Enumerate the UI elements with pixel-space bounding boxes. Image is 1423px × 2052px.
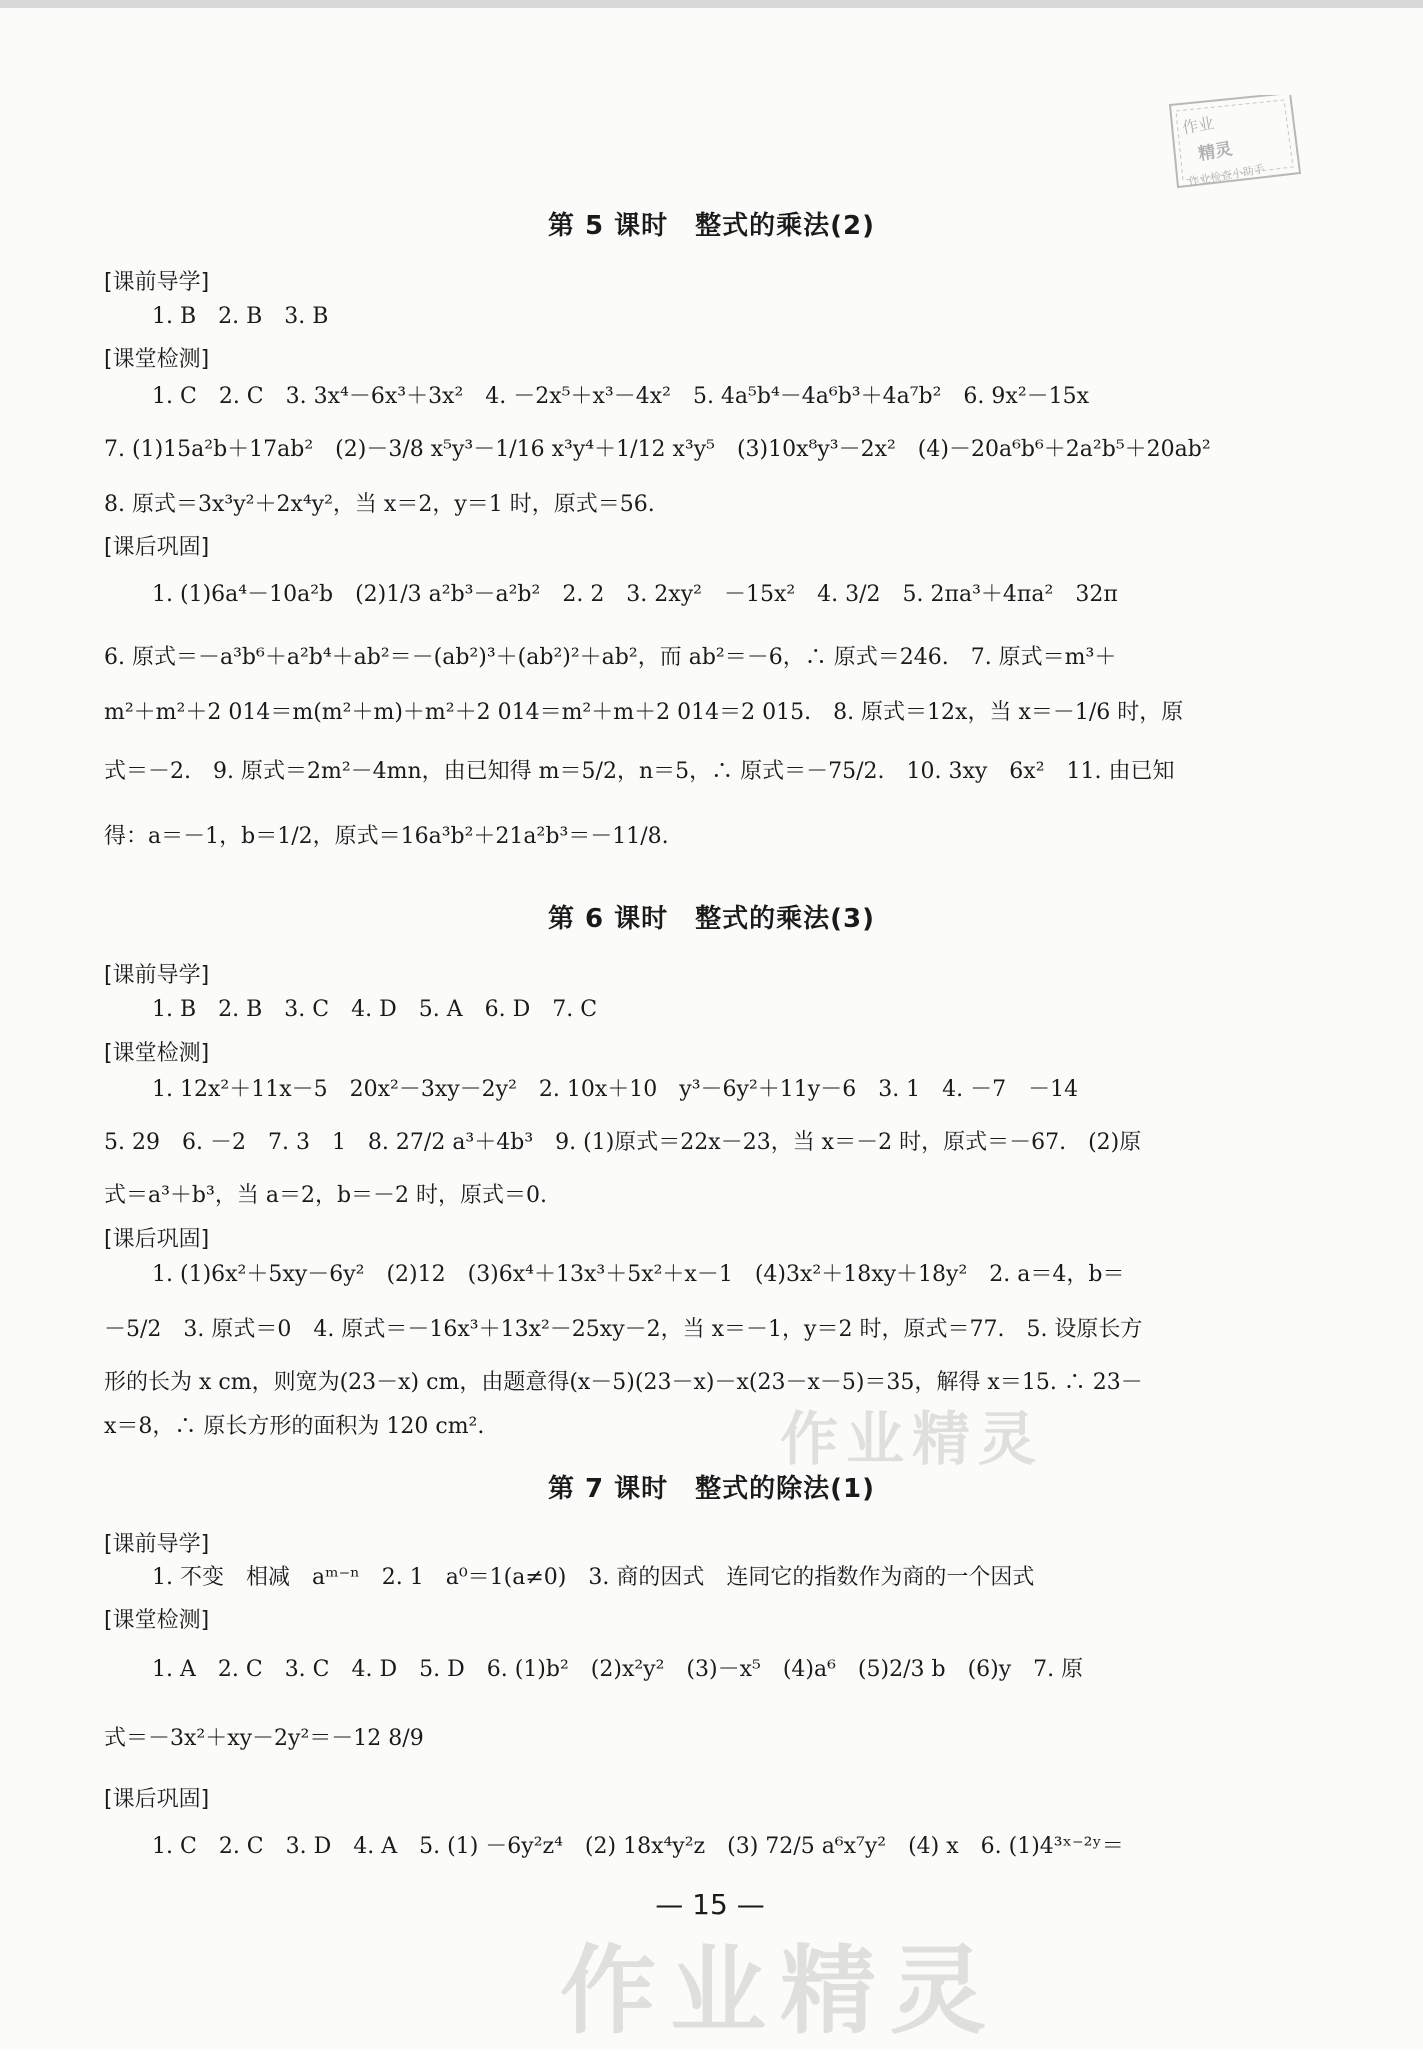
label-after-class: [课后巩固]	[104, 535, 210, 560]
stamp-mid-text: 精灵	[1196, 139, 1234, 165]
label-pre-study: [课前导学]	[104, 1532, 210, 1557]
answers-line: 式＝a³＋b³，当 a＝2，b＝－2 时，原式＝0.	[104, 1183, 548, 1208]
answers-line: 5. 29 6. －2 7. 3 1 8. 27/2 a³＋4b³ 9. (1)原式＝22x－23，当 x＝－2 时，原式＝－67. (2)原	[104, 1130, 1142, 1155]
answers-line: 1. A 2. C 3. C 4. D 5. D 6. (1)b² (2)x²y² (3)－x⁵ (4)a⁶ (5)2/3 b (6)y 7. 原	[152, 1657, 1084, 1682]
stamp-logo	[1150, 95, 1310, 205]
answers-line: 1. (1)6a⁴－10a²b (2)1/3 a²b³－a²b² 2. 2 3. 2xy² －15x² 4. 3/2 5. 2πa³＋4πa² 32π	[152, 582, 1118, 607]
answers-line: 1. (1)6x²＋5xy－6y² (2)12 (3)6x⁴＋13x³＋5x²＋x－1 (4)3x²＋18xy＋18y² 2. a＝4，b＝	[152, 1262, 1125, 1287]
watermark: 作业精灵	[560, 1935, 1000, 2047]
label-class-check: [课堂检测]	[104, 1608, 210, 1633]
answers-line: 形的长为 x cm，则宽为(23－x) cm，由题意得(x－5)(23－x)－x(23－x－5)＝35，解得 x＝15. ∴ 23－	[104, 1370, 1143, 1395]
answers-line: 1. C 2. C 3. 3x⁴－6x³＋3x² 4. －2x⁵＋x³－4x² 5. 4a⁵b⁴－4a⁶b³＋4a⁷b² 6. 9x²－15x	[152, 384, 1090, 409]
answers-line: －5/2 3. 原式＝0 4. 原式＝－16x³＋13x²－25xy－2，当 x＝－1，y＝2 时，原式＝77. 5. 设原长方	[104, 1317, 1143, 1342]
answers-line: x＝8，∴ 原长方形的面积为 120 cm².	[104, 1414, 485, 1439]
answers-line: 1. 不变 相减 aᵐ⁻ⁿ 2. 1 a⁰＝1(a≠0) 3. 商的因式 连同它的指数作为商的一个因式	[152, 1565, 1035, 1590]
label-pre-study: [课前导学]	[104, 963, 210, 988]
label-class-check: [课堂检测]	[104, 347, 210, 372]
answers-line: 1. B 2. B 3. C 4. D 5. A 6. D 7. C	[152, 997, 598, 1022]
page-edge	[0, 0, 1423, 8]
stamp-top-text: 作业	[1180, 113, 1216, 138]
answers-line: 式＝－3x²＋xy－2y²＝－12 8/9	[104, 1726, 424, 1751]
answers-line: m²＋m²＋2 014＝m(m²＋m)＋m²＋2 014＝m²＋m＋2 014＝2 015. 8. 原式＝12x，当 x＝－1/6 时，原	[104, 700, 1184, 725]
label-after-class: [课后巩固]	[104, 1787, 210, 1812]
answers-line: 式＝－2. 9. 原式＝2m²－4mn，由已知得 m＝5/2，n＝5，∴ 原式＝－75/2. 10. 3xy 6x² 11. 由已知	[104, 759, 1175, 784]
label-class-check: [课堂检测]	[104, 1041, 210, 1066]
answers-line: 1. B 2. B 3. B	[152, 304, 329, 329]
label-pre-study: [课前导学]	[104, 270, 210, 295]
answers-line: 1. 12x²＋11x－5 20x²－3xy－2y² 2. 10x＋10 y³－6y²＋11y－6 3. 1 4. －7 －14	[152, 1077, 1079, 1102]
section-title-6: 第 6 课时 整式的乘法(3)	[547, 904, 876, 934]
answers-line: 1. C 2. C 3. D 4. A 5. (1) －6y²z⁴ (2) 18x⁴y²z (3) 72/5 a⁶x⁷y² (4) x 6. (1)4³ˣ⁻²ʸ＝	[152, 1834, 1124, 1859]
page-number: — 15 —	[655, 1888, 765, 1921]
section-title-7: 第 7 课时 整式的除法(1)	[547, 1474, 876, 1504]
answers-line: 8. 原式＝3x³y²＋2x⁴y²，当 x＝2，y＝1 时，原式＝56.	[104, 492, 655, 517]
answers-line: 7. (1)15a²b＋17ab² (2)－3/8 x⁵y³－1/16 x³y⁴＋1/12 x³y⁵ (3)10x⁸y³－2x² (4)－20a⁶b⁶＋2a²b⁵＋20ab²	[104, 437, 1211, 462]
label-after-class: [课后巩固]	[104, 1227, 210, 1252]
answers-line: 得：a＝－1，b＝1/2，原式＝16a³b²＋21a²b³＝－11/8.	[104, 824, 669, 849]
watermark: 作业精灵	[780, 1405, 1045, 1473]
section-title-5: 第 5 课时 整式的乘法(2)	[547, 211, 876, 241]
stamp-bottom-text: 作业检查小助手	[1187, 162, 1266, 189]
answers-line: 6. 原式＝－a³b⁶＋a²b⁴＋ab²＝－(ab²)³＋(ab²)²＋ab²，而 ab²＝－6，∴ 原式＝246. 7. 原式＝m³＋	[104, 645, 1117, 670]
